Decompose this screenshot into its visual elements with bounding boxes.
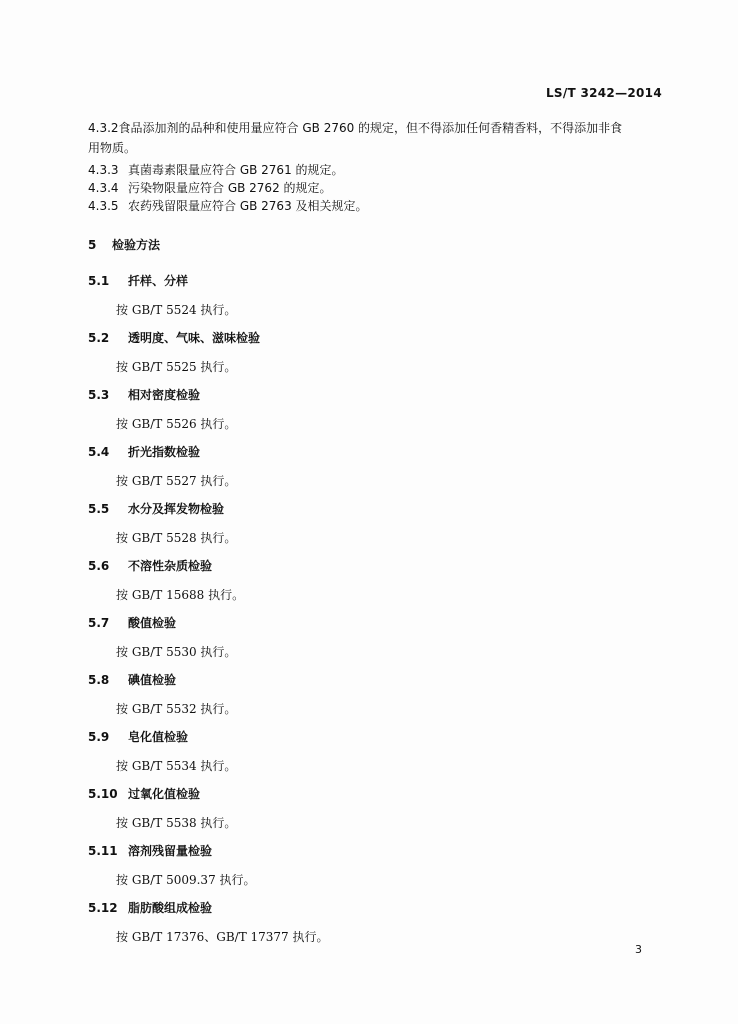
subsection-body: 按 GB/T 5527 执行。 bbox=[116, 474, 237, 488]
subsection-heading bbox=[88, 272, 188, 289]
subsection-number: 5.2 bbox=[88, 331, 110, 345]
clause-number: 4.3.4 bbox=[88, 181, 119, 195]
clause-4-3-5 bbox=[88, 196, 668, 216]
subsection-title: 皂化值检验 bbox=[128, 730, 189, 744]
subsection-heading bbox=[88, 500, 224, 517]
subsection-heading bbox=[88, 842, 212, 859]
subsection-title: 碘值检验 bbox=[128, 673, 177, 687]
clause-number: 4.3.2 bbox=[88, 121, 119, 135]
subsection-title: 水分及挥发物检验 bbox=[128, 502, 225, 516]
subsection-heading bbox=[88, 386, 200, 403]
subsection-body: 按 GB/T 5528 执行。 bbox=[116, 531, 237, 545]
subsection-body: 按 GB/T 5524 执行。 bbox=[116, 303, 237, 317]
subsection-heading bbox=[88, 785, 200, 802]
subsection-heading bbox=[88, 671, 176, 688]
subsection-body: 按 GB/T 5525 执行。 bbox=[116, 360, 237, 374]
subsection-number: 5.5 bbox=[88, 502, 110, 516]
subsection-body: 按 GB/T 5538 执行。 bbox=[116, 816, 237, 830]
subsection-title: 折光指数检验 bbox=[128, 445, 201, 459]
section-heading bbox=[88, 236, 160, 253]
subsection-number: 5.11 bbox=[88, 844, 118, 858]
standard-code: LS/T 3242—2014 bbox=[545, 86, 662, 100]
subsection-body: 按 GB/T 17376、GB/T 17377 执行。 bbox=[116, 930, 329, 944]
subsection-heading bbox=[88, 728, 188, 745]
subsection-body: 按 GB/T 5009.37 执行。 bbox=[116, 873, 256, 887]
clause-4-3-4 bbox=[88, 178, 668, 198]
clause-text: 食品添加剂的品种和使用量应符合 GB 2760 的规定，但不得添加任何香精香料，不得添加非食 bbox=[118, 121, 623, 135]
subsection-number: 5.7 bbox=[88, 616, 110, 630]
section-title: 检验方法 bbox=[112, 238, 161, 252]
subsection-title: 扦样、分样 bbox=[128, 274, 189, 288]
clause-text: 农药残留限量应符合 GB 2763 及相关规定。 bbox=[128, 199, 368, 213]
subsection-title: 脂肪酸组成检验 bbox=[128, 901, 213, 915]
clause-number: 4.3.3 bbox=[88, 163, 119, 177]
subsection-heading bbox=[88, 899, 212, 916]
subsection-body: 按 GB/T 5532 执行。 bbox=[116, 702, 237, 716]
subsection-title: 酸值检验 bbox=[128, 616, 177, 630]
clause-text-continued: 用物质。 bbox=[88, 141, 137, 155]
section-number: 5 bbox=[88, 238, 97, 252]
clause-text: 真菌毒素限量应符合 GB 2761 的规定。 bbox=[128, 163, 344, 177]
subsection-heading bbox=[88, 557, 212, 574]
subsection-number: 5.12 bbox=[88, 901, 118, 915]
subsection-title: 过氧化值检验 bbox=[128, 787, 201, 801]
subsection-title: 溶剂残留量检验 bbox=[128, 844, 213, 858]
page-number: 3 bbox=[635, 943, 642, 956]
clause-text: 污染物限量应符合 GB 2762 的规定。 bbox=[128, 181, 332, 195]
subsection-number: 5.3 bbox=[88, 388, 110, 402]
subsection-number: 5.4 bbox=[88, 445, 110, 459]
subsection-body: 按 GB/T 5530 执行。 bbox=[116, 645, 237, 659]
subsection-title: 透明度、气味、滋味检验 bbox=[128, 331, 261, 345]
subsection-body: 按 GB/T 5526 执行。 bbox=[116, 417, 237, 431]
subsection-number: 5.8 bbox=[88, 673, 110, 687]
subsection-title: 相对密度检验 bbox=[128, 388, 201, 402]
subsection-number: 5.10 bbox=[88, 787, 118, 801]
subsection-heading bbox=[88, 443, 200, 460]
clause-number: 4.3.5 bbox=[88, 199, 119, 213]
subsection-heading bbox=[88, 329, 260, 346]
clause-4-3-2 bbox=[88, 118, 668, 158]
subsection-body: 按 GB/T 5534 执行。 bbox=[116, 759, 237, 773]
subsection-body: 按 GB/T 15688 执行。 bbox=[116, 588, 245, 602]
subsection-heading bbox=[88, 614, 176, 631]
subsection-number: 5.9 bbox=[88, 730, 110, 744]
subsection-number: 5.1 bbox=[88, 274, 110, 288]
subsection-number: 5.6 bbox=[88, 559, 110, 573]
clause-4-3-3 bbox=[88, 160, 668, 180]
subsection-title: 不溶性杂质检验 bbox=[128, 559, 213, 573]
